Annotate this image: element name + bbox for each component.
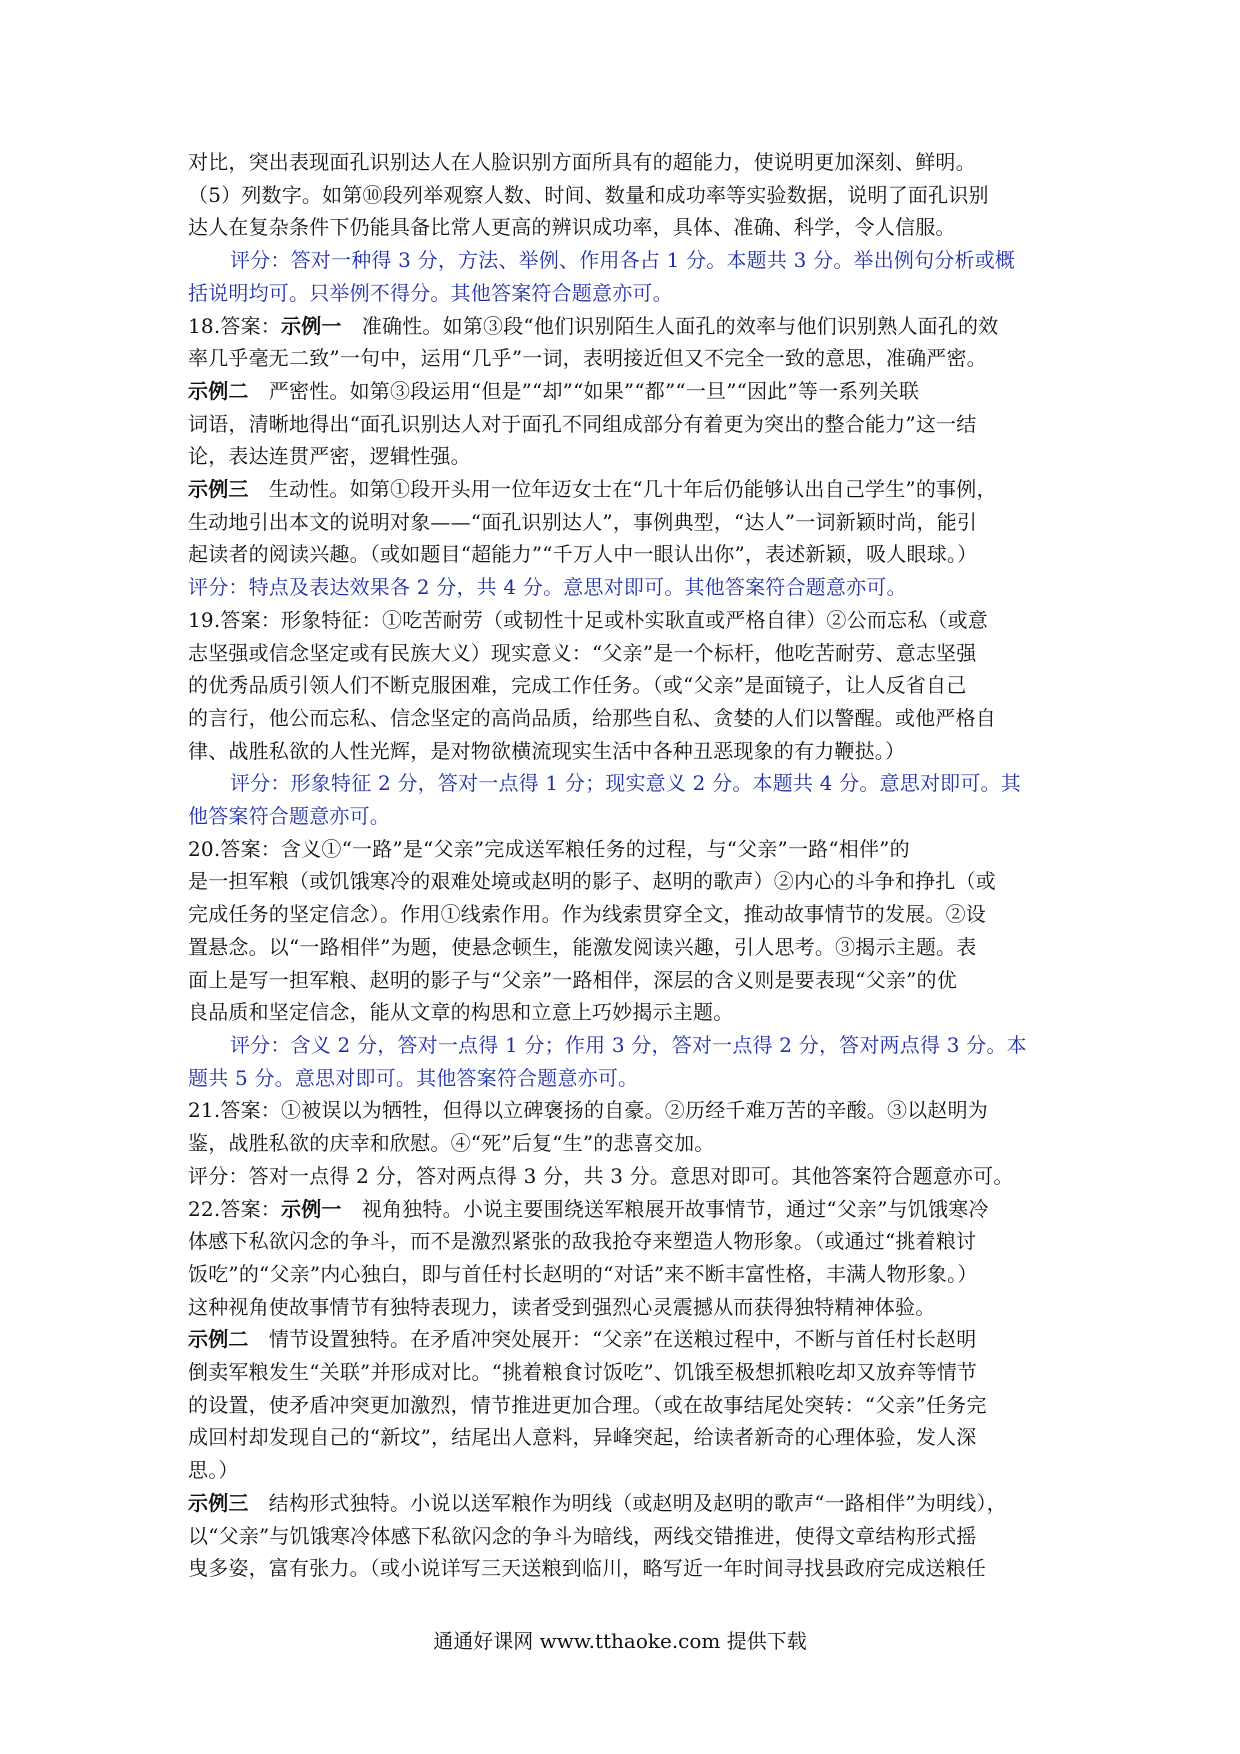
text-line — [188, 1421, 1058, 1454]
page-footer: 通通好课网 www.tthaoke.com 提供下载 — [433, 1629, 807, 1653]
text-segment: 置悬念。以“一路相伴”为题，使悬念顿生，能激发阅读兴趣，引人思考。③揭示主题。表 — [188, 934, 977, 959]
text-segment: 面上是写一担军粮、赵明的影子与“父亲”一路相伴，深层的含义则是要表现“父亲”的优 — [188, 967, 957, 992]
text-segment: 率几乎毫无二致”一句中，运用“几乎”一词，表明接近但又不完全一致的意思，准确严密。 — [188, 346, 987, 371]
text-segment: 括说明均可。只举例不得分。其他答案符合题意亦可。 — [188, 280, 673, 305]
text-segment: 达人在复杂条件下仍能具备比常人更高的辨识成功率，具体、准确、科学，令人信服。 — [188, 215, 956, 240]
text-segment: 18.答案： — [188, 313, 282, 338]
text-line — [188, 375, 1058, 408]
text-line — [188, 310, 1058, 343]
text-segment: 21.答案：①被误以为牺牲，但得以立碑褒扬的自豪。②历经千难万苦的辛酸。③以赵明为 — [188, 1098, 989, 1123]
text-line — [188, 604, 1058, 637]
text-segment: 志坚强或信念坚定或有民族大义）现实意义：“父亲”是一个标杆，他吃苦耐劳、意志坚强 — [188, 640, 977, 665]
scoring-note-line — [188, 800, 1058, 833]
text-segment: 曳多姿，富有张力。（或小说详写三天送粮到临川，略写近一年时间寻找县政府完成送粮任 — [188, 1556, 986, 1581]
text-segment: 情节设置独特。在矛盾冲突处展开：“父亲”在送粮过程中，不断与首任村长赵明 — [248, 1327, 977, 1352]
text-line — [188, 538, 1058, 571]
text-segment: 是一担军粮（或饥饿寒冷的艰难处境或赵明的影子、赵明的歌声）②内心的斗争和挣扎（或 — [188, 869, 996, 894]
scoring-note-line — [188, 767, 1058, 800]
text-line — [188, 1291, 1058, 1324]
text-segment: 倒卖军粮发生“关联”并形成对比。“挑着粮食讨饭吃”、饥饿至极想抓粮吃却又放弃等情节 — [188, 1360, 978, 1385]
text-line — [188, 342, 1058, 375]
text-segment: 律、战胜私欲的人性光辉，是对物欲横流现实生活中各种丑恶现象的有力鞭挞。） — [188, 738, 906, 763]
text-segment: 成回村却发现自己的“新坟”，结尾出人意料，异峰突起，给读者新奇的心理体验，发人深 — [188, 1425, 977, 1450]
text-line — [188, 1193, 1058, 1226]
example-label: 示例三 — [188, 1490, 249, 1515]
text-segment: 良品质和坚定信念，能从文章的构思和立意上巧妙揭示主题。 — [188, 1000, 734, 1025]
text-segment: 的言行，他公而忘私、信念坚定的高尚品质，给那些自私、贪婪的人们以警醒。或他严格自 — [188, 705, 996, 730]
text-segment: 的优秀品质引领人们不断克服困难，完成工作任务。（或“父亲”是面镜子，让人反省自己 — [188, 673, 967, 698]
text-line — [188, 1552, 1058, 1585]
text-line — [188, 833, 1058, 866]
text-segment: 结构形式独特。小说以送军粮作为明线（或赵明及赵明的歌声“一路相伴”为明线）， — [248, 1490, 1007, 1515]
text-line — [188, 1258, 1058, 1291]
text-segment: 严密性。如第③段运用“但是”“却”“如果”“都”“一旦”“因此”等一系列关联 — [248, 378, 920, 403]
text-line — [188, 1454, 1058, 1487]
text-segment: 评分：答对一点得 2 分，答对两点得 3 分，共 3 分。意思对即可。其他答案符合题意亦可。 — [188, 1163, 1014, 1188]
document-body — [188, 146, 1058, 1585]
text-line — [188, 1094, 1058, 1127]
text-line — [188, 637, 1058, 670]
text-line — [188, 931, 1058, 964]
text-line — [188, 1323, 1058, 1356]
text-line — [188, 1356, 1058, 1389]
text-segment: 评分：特点及表达效果各 2 分，共 4 分。意思对即可。其他答案符合题意亦可。 — [188, 575, 907, 600]
scoring-note-line — [188, 244, 1058, 277]
scoring-note-line — [188, 571, 1058, 604]
text-segment: 以“父亲”与饥饿寒冷体感下私欲闪念的争斗为暗线，两线交错推进，使得文章结构形式摇 — [188, 1523, 977, 1548]
text-segment: （5）列数字。如第⑩段列举观察人数、时间、数量和成功率等实验数据，说明了面孔识别 — [188, 182, 989, 207]
text-line — [188, 1225, 1058, 1258]
text-segment: 完成任务的坚定信念）。作用①线索作用。作为线索贯穿全文，推动故事情节的发展。②设 — [188, 902, 986, 927]
text-segment: 20.答案：含义①“一路”是“父亲”完成送军粮任务的过程，与“父亲”一路“相伴”的 — [188, 836, 910, 861]
scoring-note-line — [188, 277, 1058, 310]
text-segment: 准确性。如第③段“他们识别陌生人面孔的效率与他们识别熟人面孔的效 — [341, 313, 999, 338]
text-line — [188, 996, 1058, 1029]
text-segment: 这种视角使故事情节有独特表现力，读者受到强烈心灵震撼从而获得独特精神体验。 — [188, 1294, 936, 1319]
example-label: 示例二 — [188, 378, 249, 403]
text-segment: 生动性。如第①段开头用一位年迈女士在“几十年后仍能够认出自己学生”的事例， — [248, 477, 997, 502]
example-label: 示例一 — [281, 313, 342, 338]
text-line — [188, 702, 1058, 735]
text-line — [188, 408, 1058, 441]
text-segment: 19.答案：形象特征：①吃苦耐劳（或韧性十足或朴实耿直或严格自律）②公而忘私（或意 — [188, 607, 989, 632]
text-line — [188, 964, 1058, 997]
text-segment: 22.答案： — [188, 1196, 282, 1221]
text-line — [188, 440, 1058, 473]
text-segment: 视角独特。小说主要围绕送军粮展开故事情节，通过“父亲”与饥饿寒冷 — [341, 1196, 989, 1221]
text-line — [188, 1127, 1058, 1160]
text-line — [188, 179, 1058, 212]
text-segment: 词语，清晰地得出“面孔识别达人对于面孔不同组成部分有着更为突出的整合能力”这一结 — [188, 411, 977, 436]
text-segment: 思。） — [188, 1458, 239, 1483]
text-segment: 论，表达连贯严密，逻辑性强。 — [188, 444, 471, 469]
scoring-note-line — [188, 1062, 1058, 1095]
text-segment: 起读者的阅读兴趣。（或如题目“超能力”“千万人中一眼认出你”，表述新颖，吸人眼球。） — [188, 542, 978, 567]
text-segment: 的设置，使矛盾冲突更加激烈，情节推进更加合理。（或在故事结尾处突转：“父亲”任务完 — [188, 1392, 987, 1417]
text-line — [188, 1160, 1058, 1193]
text-segment: 评分：含义 2 分，答对一点得 1 分；作用 3 分，答对一点得 2 分，答对两点得 3 分。本 — [230, 1032, 1027, 1057]
text-segment: 题共 5 分。意思对即可。其他答案符合题意亦可。 — [188, 1065, 639, 1090]
text-segment: 他答案符合题意亦可。 — [188, 804, 390, 829]
text-segment: 评分：答对一种得 3 分，方法、举例、作用各占 1 分。本题共 3 分。举出例句分析或概 — [230, 248, 1016, 273]
text-line — [188, 1487, 1058, 1520]
text-line — [188, 146, 1058, 179]
text-line — [188, 1520, 1058, 1553]
text-segment: 鉴，战胜私欲的庆幸和欣慰。④“死”后复“生”的悲喜交加。 — [188, 1131, 715, 1156]
text-line — [188, 669, 1058, 702]
text-line — [188, 865, 1058, 898]
example-label: 示例一 — [281, 1196, 342, 1221]
text-line — [188, 211, 1058, 244]
text-segment: 生动地引出本文的说明对象——“面孔识别达人”，事例典型，“达人”一词新颖时尚，能引 — [188, 509, 978, 534]
scoring-note-line — [188, 1029, 1058, 1062]
example-label: 示例二 — [188, 1327, 249, 1352]
text-segment: 对比，突出表现面孔识别达人在人脸识别方面所具有的超能力，使说明更加深刻、鲜明。 — [188, 150, 976, 174]
text-line — [188, 898, 1058, 931]
text-segment: 评分：形象特征 2 分，答对一点得 1 分；现实意义 2 分。本题共 4 分。意思对即可。其 — [230, 771, 1021, 796]
text-segment: 饭吃”的“父亲”内心独白，即与首任村长赵明的“对话”来不断丰富性格，丰满人物形象。） — [188, 1261, 978, 1286]
text-line — [188, 473, 1058, 506]
text-segment: 体感下私欲闪念的争斗，而不是激烈紧张的敌我抢夺来塑造人物形象。（或通过“挑着粮讨 — [188, 1229, 977, 1254]
text-line — [188, 735, 1058, 768]
text-line — [188, 506, 1058, 539]
example-label: 示例三 — [188, 477, 249, 502]
text-line — [188, 1389, 1058, 1422]
